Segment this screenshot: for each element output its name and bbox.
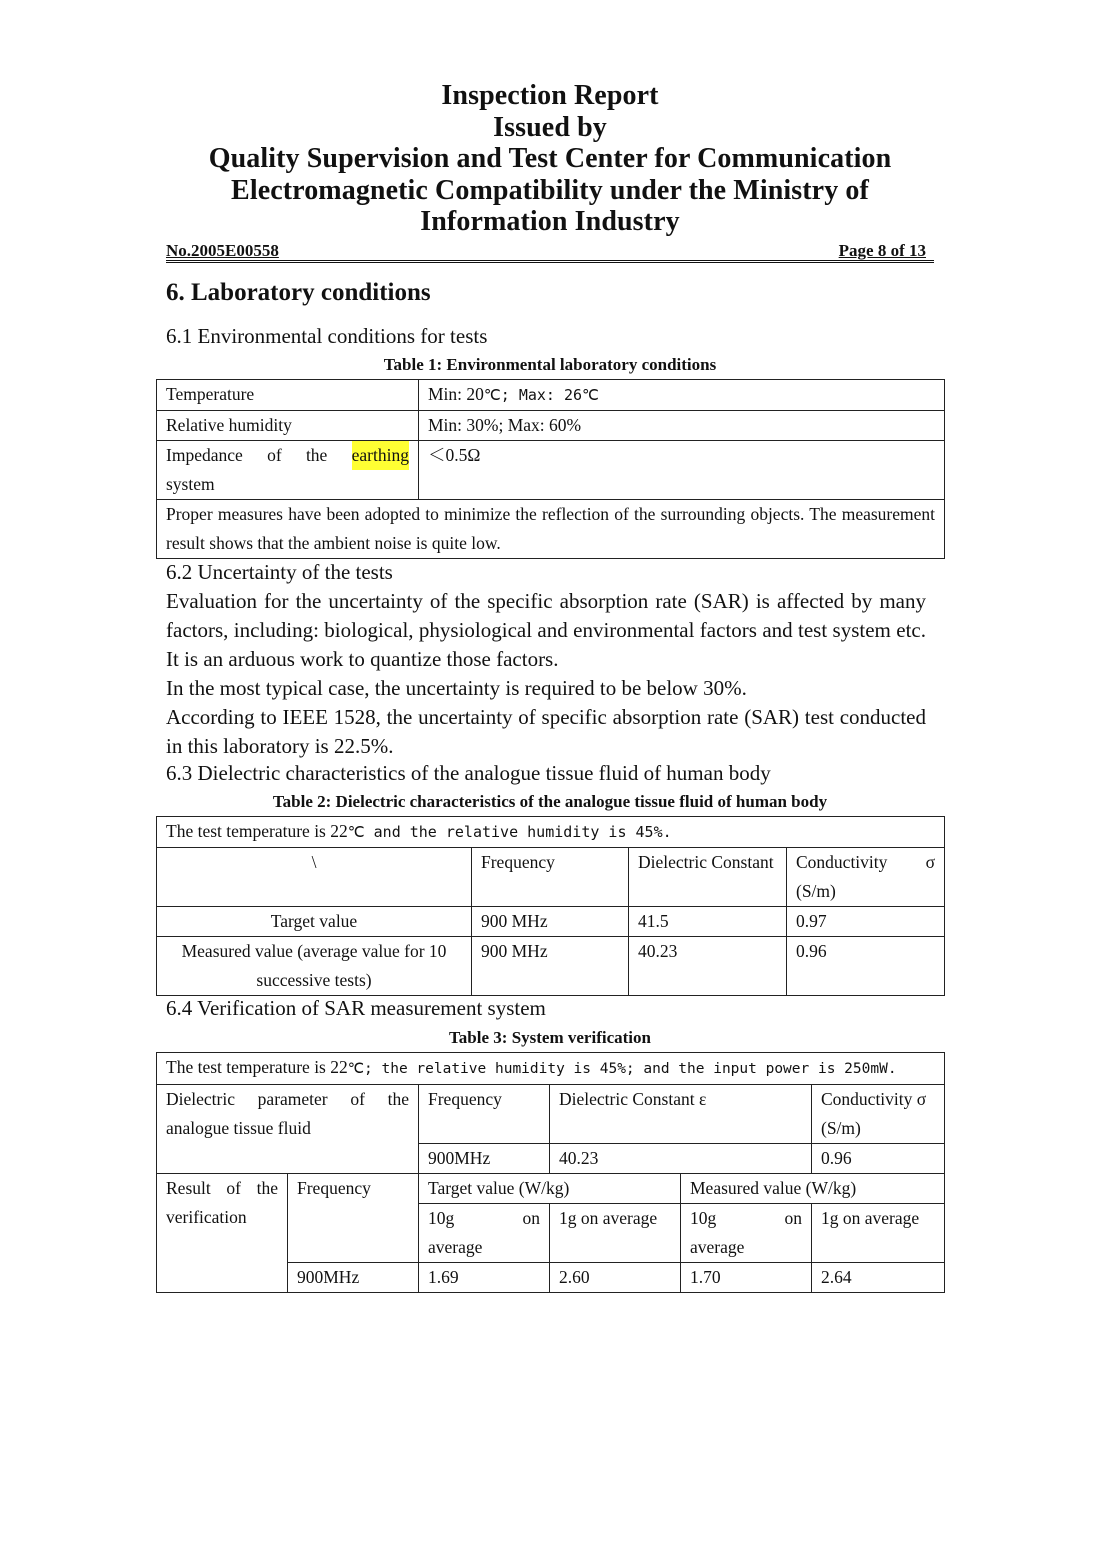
table-row — [157, 500, 945, 559]
impedance-word: Impedance — [166, 445, 243, 465]
table2-header-blank: \ — [157, 848, 472, 907]
result-frequency: 900MHz — [288, 1263, 419, 1293]
table3-header-conductivity: Conductivity σ (S/m) — [812, 1085, 945, 1144]
row-frequency: 900 MHz — [472, 937, 629, 996]
table3-header-dielectric: Dielectric Constant ε — [550, 1085, 812, 1144]
result-frequency-header: Frequency — [288, 1174, 419, 1263]
temperature-max: ℃; Max: 26℃ — [483, 386, 599, 404]
header-line-3: Quality Supervision and Test Center for Communication — [208, 143, 892, 174]
temperature-label: Temperature — [157, 380, 419, 411]
table-row — [157, 411, 945, 441]
impedance-value: ＜0.5Ω — [419, 441, 945, 500]
table3-conditions-b: ℃; the relative humidity is 45%; and the input power is 250mW. — [347, 1061, 897, 1077]
subsection-6-3: 6.3 Dielectric characteristics of the analogue tissue fluid of human body — [166, 761, 771, 785]
table1-environment — [156, 379, 945, 559]
table2-conditions — [157, 817, 945, 848]
uncertainty-text — [166, 587, 926, 761]
table2-caption: Table 2: Dielectric characteristics of the analogue tissue fluid of human body — [272, 792, 828, 811]
measured-1g-value: 2.64 — [812, 1263, 945, 1293]
result-label: Result of the verification — [157, 1174, 288, 1293]
table2-conditions-b: ℃ and the relative humidity is 45%. — [347, 823, 672, 841]
avg10-word: average — [690, 1237, 745, 1257]
avg10-word: average — [428, 1237, 483, 1257]
dp-conductivity: 0.96 — [812, 1144, 945, 1174]
table-row — [157, 1085, 945, 1144]
uncertainty-paragraph-3: According to IEEE 1528, the uncertainty of specific absorption rate (SAR) test conducted in this laboratory is 22.5%. — [166, 705, 926, 758]
target-10g-value: 1.69 — [419, 1263, 550, 1293]
table2-dielectric — [156, 816, 945, 996]
avg10-word: on — [522, 1208, 540, 1228]
subsection-6-2: 6.2 Uncertainty of the tests — [166, 560, 393, 584]
table-row — [157, 1053, 945, 1085]
measured-10g-header — [681, 1204, 812, 1263]
dielectric-parameter-label: Dielectric parameter of the analogue tissue fluid — [157, 1085, 419, 1174]
table3-conditions-a: The test temperature is 22 — [166, 1057, 348, 1077]
page-number: Page 8 of 13 — [838, 241, 926, 260]
impedance-word: the — [305, 445, 328, 465]
table3-caption: Table 3: System verification — [449, 1028, 651, 1047]
table3-conditions — [157, 1053, 945, 1085]
dp-frequency: 900MHz — [419, 1144, 550, 1174]
header-line-2: Issued by — [493, 111, 607, 143]
humidity-value: Min: 30%; Max: 60% — [419, 411, 945, 441]
impedance-label — [157, 441, 419, 500]
subsection-6-4: 6.4 Verification of SAR measurement system — [166, 996, 546, 1020]
dp-dielectric: 40.23 — [550, 1144, 812, 1174]
table1-caption: Table 1: Environmental laboratory conditions — [383, 355, 717, 374]
target-value-header: Target value (W/kg) — [419, 1174, 681, 1204]
table3-header-frequency: Frequency — [419, 1085, 550, 1144]
uncertainty-paragraph-1: Evaluation for the uncertainty of the specific absorption rate (SAR) is affected by many factors, including: biological, physiological and environmental factors and test system etc. It is an arduous work to quantize those factors. — [166, 589, 926, 671]
highlighted-word-earthing: earthing — [352, 441, 409, 470]
table-row — [157, 441, 945, 500]
conductivity-word: Conductivity — [796, 852, 888, 872]
table2-header-dielectric: Dielectric Constant — [629, 848, 787, 907]
table2-conditions-a: The test temperature is 22 — [166, 821, 348, 841]
table-row — [157, 817, 945, 848]
header-line-4: Electromagnetic Compatibility under the Ministry of — [231, 174, 869, 206]
report-number-line — [166, 241, 934, 263]
subsection-6-1: 6.1 Environmental conditions for tests — [166, 324, 488, 348]
measured-1g-header: 1g on average — [812, 1204, 945, 1263]
table-row — [157, 380, 945, 411]
table-row — [157, 937, 945, 996]
avg10-word: 10g — [690, 1208, 717, 1228]
temperature-value — [419, 380, 945, 411]
target-1g-header: 1g on average — [550, 1204, 681, 1263]
table3-verification — [156, 1052, 945, 1293]
header-line-1: Inspection Report — [441, 80, 659, 111]
table2-header-frequency: Frequency — [472, 848, 629, 907]
avg10-word: 10g — [428, 1208, 455, 1228]
row-dielectric: 40.23 — [629, 937, 787, 996]
table-row — [157, 848, 945, 907]
conductivity-unit: (S/m) — [796, 881, 836, 901]
sigma-symbol: σ — [925, 852, 936, 872]
header-line-5: Information Industry — [420, 206, 680, 237]
target-1g-value: 2.60 — [550, 1263, 681, 1293]
measured-value-header: Measured value (W/kg) — [681, 1174, 945, 1204]
row-dielectric: 41.5 — [629, 907, 787, 937]
humidity-label: Relative humidity — [157, 411, 419, 441]
row-label: Measured value (average value for 10 successive tests) — [157, 937, 472, 996]
row-conductivity: 0.96 — [787, 937, 945, 996]
table1-note: Proper measures have been adopted to minimize the reflection of the surrounding objects. The measurement result shows that the ambient noise is quite low. — [157, 500, 945, 559]
row-conductivity: 0.97 — [787, 907, 945, 937]
temperature-min: Min: 20 — [428, 384, 484, 404]
uncertainty-paragraph-2: In the most typical case, the uncertainty is required to be below 30%. — [166, 676, 747, 700]
section-title: 6. Laboratory conditions — [166, 279, 431, 306]
impedance-word: of — [267, 445, 282, 465]
measured-10g-value: 1.70 — [681, 1263, 812, 1293]
target-10g-header — [419, 1204, 550, 1263]
table2-header-conductivity — [787, 848, 945, 907]
avg10-word: on — [784, 1208, 802, 1228]
impedance-word: system — [166, 474, 215, 494]
table-row — [157, 1174, 945, 1204]
report-number: No.2005E00558 — [166, 241, 279, 260]
report-header — [150, 80, 950, 238]
row-frequency: 900 MHz — [472, 907, 629, 937]
row-label: Target value — [157, 907, 472, 937]
table-row — [157, 907, 945, 937]
